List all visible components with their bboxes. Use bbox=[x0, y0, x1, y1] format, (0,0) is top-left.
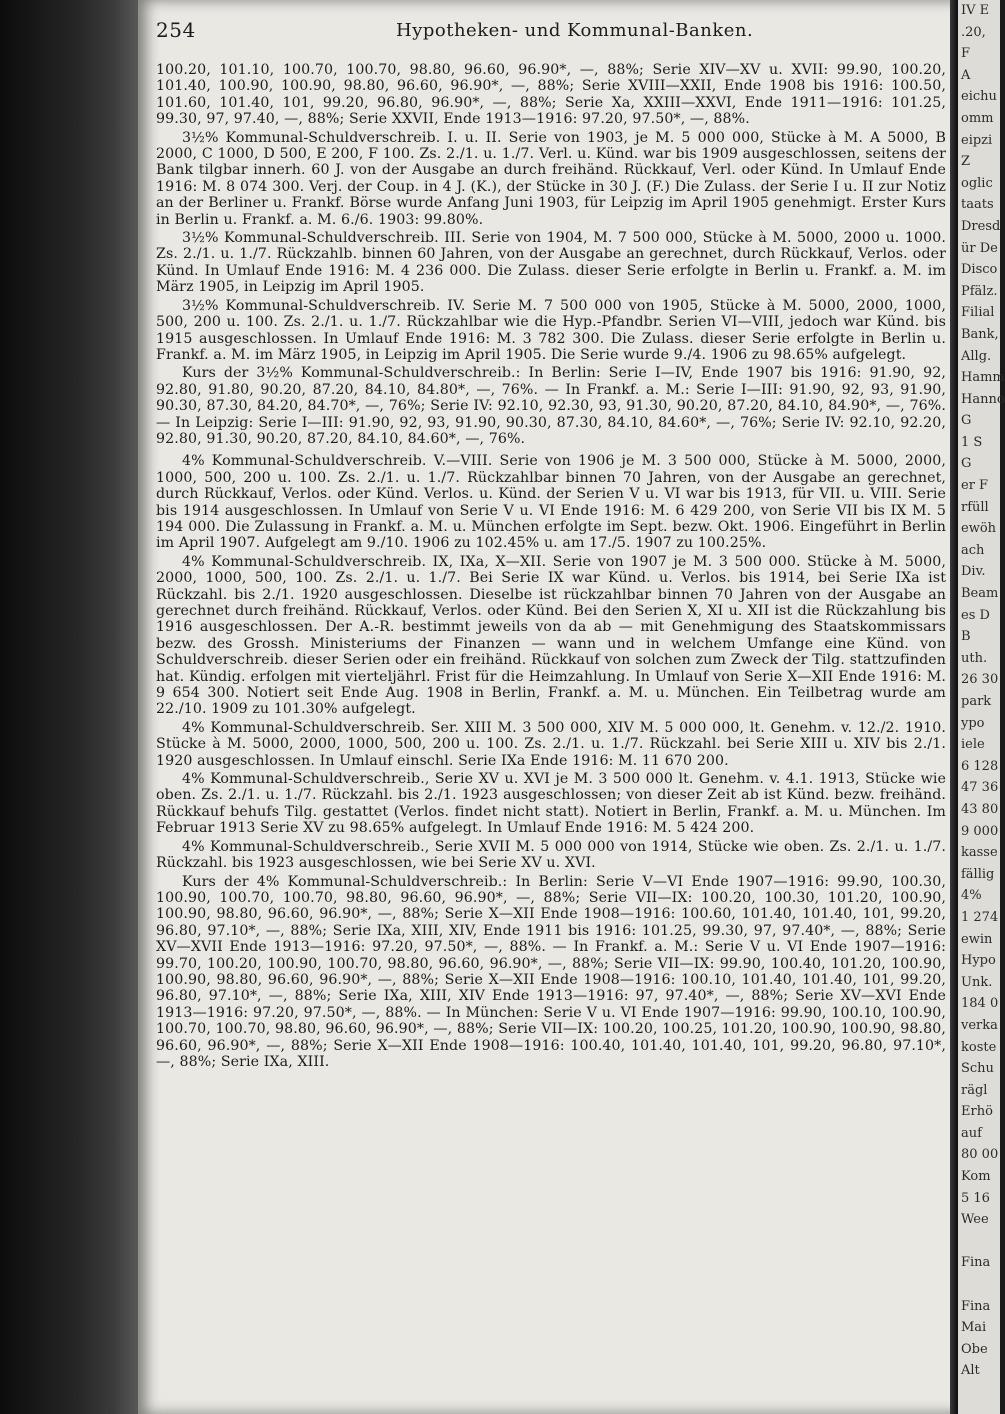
facing-page-fragment: koste bbox=[961, 1039, 997, 1055]
text-paragraph: 100.20, 101.10, 100.70, 100.70, 98.80, 96.60, 96.90*, —, 88%; Serie XIV—XV u. XVII: 99.90, 100.20, 101.40, 100.90, 100.90, 98.80, 96.60, 96.90*, —, 88%; Serie XVIII—XXII, Ende 1908 bis 1916: 100.50, 101.60, 101.40, 101, 99.20, 96.80, 96.90*, —, 88%; Serie Xa, XXIII—XXVI, Ende 1911—1916: 101.25, 99.30, 97, 97.40, —, 88%; Serie XXVII, Ende 1913—1916: 97.20, 97.50*, —, 88%. bbox=[156, 62, 946, 128]
facing-page-fragment: Div. bbox=[961, 564, 986, 580]
facing-page-fragment bbox=[958, 1274, 1000, 1296]
facing-page-fragment: es D bbox=[961, 607, 990, 623]
facing-page-fragment: Fina bbox=[961, 1298, 991, 1314]
facing-page-fragment: Mai bbox=[961, 1320, 987, 1336]
facing-page-fragment: oglic bbox=[961, 175, 993, 191]
page-number: 254 bbox=[156, 18, 196, 42]
facing-page-fragment: rägl bbox=[961, 1082, 988, 1098]
facing-page-fragment: kasse bbox=[961, 845, 998, 861]
facing-page-fragment: Kom bbox=[961, 1169, 991, 1185]
facing-page-fragment: Bank, bbox=[961, 326, 999, 342]
facing-page-fragment: auf bbox=[961, 1125, 982, 1141]
facing-page-fragment: A bbox=[961, 67, 971, 83]
facing-page-fragment: Unk. bbox=[961, 974, 993, 990]
facing-page-fragment: ewöh bbox=[961, 521, 997, 537]
facing-page-fragment: G bbox=[961, 456, 972, 472]
facing-page-edge bbox=[958, 0, 1005, 1414]
text-paragraph: 4% Kommunal-Schuldverschreib. V.—VIII. Serie von 1906 je M. 3 500 000, Stücke à M. 5000, 2000, 1000, 500, 200 u. 100. Zs. 2./1. u. 1./7. Rückzahlbar binnen 70 Jahren, von der Ausgabe an gerechnet, durch Rückkauf, Verlos. oder Künd. Verlos. u. Künd. der Serien V u. VI war bis 1913, für VII. u. VIII. Serie bis 1914 ausgeschlossen. In Umlauf von Serie V u. VI Ende 1916: M. 6 429 200, von Serie VII bis IX M. 5 194 000. Die Zulassung in Frankf. a. M. u. München erfolgte im Sept. bezw. Okt. 1906. Eingeführt in Berlin im April 1907. Aufgelegt am 9./10. 1906 zu 102.45% u. am 17./5. 1907 zu 100.25%. bbox=[156, 453, 946, 552]
text-paragraph: Kurs der 4% Kommunal-Schuldverschreib.: In Berlin: Serie V—VI Ende 1907—1916: 99.90, 100.30, 100.90, 100.70, 100.70, 98.80, 96.60, 96.90*, —, 88%; Serie VII—IX: 100.20, 100.30, 101.20, 100.90, 100.90, 98.80, 96.60, 96.90*, —, 88%; Serie X—XII Ende 1908—1916: 100.60, 101.40, 101.40, 101, 99.20, 96.80, 97.10*, —, 88%; Serie IXa, XIII, XIV, Ende 1911 bis 1916: 101.25, 99.30, 97, 97.40*, —, 88%; Serie XV—XVII Ende 1913—1916: 97.20, 97.50*, —, 88%. — In Frankf. a. M.: Serie V u. VI Ende 1907—1916: 99.70, 100.20, 100.90, 100.70, 98.80, 96.60, 96.90*, —, 88%; Serie VII—IX: 99.90, 100.40, 101.20, 100.90, 100.90, 98.80, 96.60, 96.90*, —, 88%; Serie X—XII Ende 1908—1916: 100.10, 101.40, 101.40, 101, 99.20, 96.80, 97.10*, —, 88%; Serie IXa, XIII, XIV Ende 1913—1916: 97, 97.40*, —, 88%; Serie XV—XVI Ende 1913—1916: 97.20, 97.50*, —, 88%. — In München: Serie V u. VI Ende 1907—1916: 99.90, 100.10, 100.90, 100.70, 100.70, 98.80, 96.60, 96.90*, —, 88%; Serie VII—IX: 100.20, 100.25, 101.20, 100.90, 100.90, 98.80, 96.60, 96.90*, —, 88%; Serie X—XII Ende 1908—1916: 100.40, 101.40, 101.40, 101, 99.20, 96.80, 97.10*, —, 88%; Serie IXa, XIII. bbox=[156, 873, 946, 1070]
facing-page-fragment: Obe bbox=[961, 1341, 988, 1357]
facing-page-fragment: 47 36 bbox=[961, 780, 999, 796]
text-paragraph: 3½% Kommunal-Schuldverschreib. III. Serie von 1904, M. 7 500 000, Stücke à M. 5000, 2000 u. 1000. Zs. 2./1. u. 1./7. Rückzahlb. binnen 60 Jahren, von der Ausgabe an gerechnet, durch Rückkauf, Verlos. oder Künd. In Umlauf Ende 1916: M. 4 236 000. Die Zulass. dieser Serie erfolgte in Berlin u. Frankf. a. M. im März 1905, in Leipzig im April 1905. bbox=[156, 230, 946, 296]
facing-page-fragment: verka bbox=[961, 1017, 998, 1033]
facing-page-fragment: 1 274 bbox=[961, 909, 999, 925]
text-paragraph: Kurs der 3½% Kommunal-Schuldverschreib.: In Berlin: Serie I—IV, Ende 1907 bis 1916: 91.90, 92, 92.80, 91.80, 90.20, 87.20, 84.10, 84.80*, —, 76%. — In Frankf. a. M.: Serie I—III: 91.90, 92, 93, 91.90, 90.30, 87.30, 84.20, 84.70*, —, 76%; Serie IV: 92.10, 92.30, 93, 91.30, 90.20, 87.20, 84.10, 84.90*, —, 76%. — In Leipzig: Serie I—III: 91.90, 92, 93, 91.90, 90.30, 87.30, 84.10, 84.60*, —, 76%; Serie IV: 92.10, 92.20, 92.80, 91.30, 90.20, 87.20, 84.10, 84.60*, —, 76%. bbox=[156, 365, 946, 447]
facing-page-fragment: Allg. bbox=[961, 348, 992, 364]
facing-page-fragment: Schu bbox=[961, 1061, 994, 1077]
facing-page-fragment: G bbox=[961, 413, 972, 429]
facing-page-fragment: Disco bbox=[961, 262, 998, 278]
facing-page-fragment: Pfälz. bbox=[961, 283, 998, 299]
facing-page-fragment: er F bbox=[961, 478, 989, 494]
facing-page-fragment: ach bbox=[961, 542, 985, 558]
facing-page-fragment: park bbox=[961, 694, 992, 709]
running-title: Hypotheken- und Kommunal-Banken. bbox=[396, 20, 754, 41]
text-paragraph: 4% Kommunal-Schuldverschreib. Ser. XIII M. 3 500 000, XIV M. 5 000 000, lt. Genehm. v. 12./2. 1910. Stücke à M. 5000, 2000, 1000, 500, 200 u. 100. Zs. 2./1. u. 1./7. Rückzahl. bei Serie XIII u. XIV bis 2./1. 1920 ausgeschlossen. In Umlauf einschl. Serie IXa Ende 1916: M. 11 670 200. bbox=[156, 719, 946, 769]
facing-page-fragment bbox=[958, 1231, 1000, 1253]
facing-page-fragment: Beam bbox=[961, 586, 999, 602]
facing-page-fragment: Erhö bbox=[961, 1104, 993, 1120]
facing-page-fragment: ypo bbox=[961, 715, 985, 731]
facing-page-fragment: 80 00 bbox=[961, 1147, 999, 1163]
facing-page-fragment: 9 000 bbox=[961, 823, 999, 839]
facing-page-fragment: ewin bbox=[961, 931, 993, 947]
text-paragraph: 4% Kommunal-Schuldverschreib. IX, IXa, X—XII. Serie von 1907 je M. 3 500 000. Stücke à M. 5000, 2000, 1000, 500, 100. Zs. 2./1. u. 1./7. Bei Serie IX war Künd. u. Verlos. bis 1914, bei Serie IXa ist Rückzahl. bis 2./1. 1920 ausgeschlossen. Dieselbe ist rückzahlbar binnen 70 Jahren von der Ausgabe an gerechnet durch freihänd. Rückkauf, Verlos. oder Künd. Bei den Serien X, XI u. XII ist die Rückzahlung bis 1916 ausgeschlossen. Der A.-R. bestimmt jeweils von da ab — mit Genehmigung des Staatskommissars bezw. des Grossh. Ministeriums der Finanzen — wann und in welchem Umfange eine Künd. von Schuldverschreib. dieser Serien oder ein freihänd. Rückkauf von solchen zum Zweck der Tilg. stattzufinden hat. Kündig. erfolgen mit vierteljährl. Frist für die Heimzahlung. In Umlauf von Serie X—XII Ende 1916: M. 9 654 300. Notiert seit Ende Aug. 1908 in Berlin, Frankf. a. M. u. München. Ein Teilbetrag wurde am 22./10. 1909 zu 101.30% aufgelegt. bbox=[156, 553, 946, 718]
facing-page-fragment: B bbox=[961, 629, 971, 645]
text-paragraph: 4% Kommunal-Schuldverschreib., Serie XV u. XVI je M. 3 500 000 lt. Genehm. v. 4.1. 1913, Stücke wie oben. Zs. 2./1. u. 1./7. Rückzahl. bis 2./1. 1923 ausgeschlossen; von dieser Zeit ab ist Künd. bezw. freihänd. Rückkauf behufs Tilg. gestattet (Verlos. findet nicht statt). Notiert in Berlin, Frankf. a. M. u. München. Im Februar 1913 Serie XV zu 98.65% aufgelegt. In Umlauf Ende 1916: M. 5 424 200. bbox=[156, 771, 946, 837]
facing-page-fragment: Hanno bbox=[961, 391, 1005, 407]
facing-page-fragment: F bbox=[961, 46, 971, 62]
facing-page-fragment: rfüll bbox=[961, 499, 989, 515]
facing-page-fragment: eipzi bbox=[961, 132, 993, 148]
facing-page-fragment: 6 128 bbox=[961, 758, 999, 774]
facing-page-fragment: iele bbox=[961, 737, 985, 753]
book-binding bbox=[0, 0, 140, 1414]
facing-page-fragment: ür De bbox=[961, 240, 998, 256]
facing-page-fragment: Z bbox=[961, 154, 971, 170]
facing-page-fragment: Dresd bbox=[961, 218, 1001, 234]
facing-page-fragment: eichu bbox=[961, 89, 997, 105]
page-body bbox=[156, 62, 946, 1072]
facing-page-fragment: IV E bbox=[961, 3, 990, 18]
facing-page-fragment: Alt bbox=[961, 1363, 980, 1379]
facing-page-fragment: 26 30 bbox=[961, 672, 999, 688]
facing-page-fragment: Fina bbox=[961, 1255, 991, 1271]
facing-page-fragment: .20, bbox=[961, 24, 986, 40]
facing-page-fragment: 184 0 bbox=[961, 996, 999, 1012]
text-paragraph: 3½% Kommunal-Schuldverschreib. IV. Serie M. 7 500 000 von 1905, Stücke à M. 5000, 2000, 1000, 500, 200 u. 100. Zs. 2./1. u. 1./7. Rückzahlbar wie die Hyp.-Pfandbr. Serien VI—VIII, jedoch war Künd. bis 1915 ausgeschlossen. In Umlauf Ende 1916: M. 3 782 300. Die Zulass. dieser Serie erfolgte in Berlin u. Frankf. a. M. im März 1905, in Leipzig im April 1905. Die Serie wurde 9./4. 1906 zu 98.65% aufgelegt. bbox=[156, 297, 946, 363]
facing-page-fragment: 1 S bbox=[961, 434, 983, 450]
facing-page-fragment: 5 16 bbox=[961, 1190, 990, 1206]
facing-page-fragment: Filial bbox=[961, 305, 995, 321]
page-header bbox=[156, 12, 946, 46]
book-page bbox=[138, 0, 958, 1414]
facing-page-fragment: 4% bbox=[961, 888, 982, 904]
text-paragraph: 4% Kommunal-Schuldverschreib., Serie XVII M. 5 000 000 von 1914, Stücke wie oben. Zs. 2./1. u. 1./7. Rückzahl. bis 1923 ausgeschlossen, wie bei Serie XV u. XVI. bbox=[156, 838, 946, 872]
facing-page-fragment: fällig bbox=[961, 866, 995, 882]
text-paragraph: 3½% Kommunal-Schuldverschreib. I. u. II. Serie von 1903, je M. 5 000 000, Stücke à M. A 5000, B 2000, C 1000, D 500, E 200, F 100. Zs. 2./1. u. 1./7. Verl. u. Künd. war bis 1909 ausgeschlossen, seitens der Bank tilgbar innerh. 60 J. von der Ausgabe an durch freihänd. Rückkauf, Verl. oder Künd. In Umlauf Ende 1916: M. 8 074 300. Verj. der Coup. in 4 J. (K.), der Stücke in 30 J. (F.) Die Zulass. der Serie I u. II zur Notiz an der Berliner u. Frankf. Börse wurde Anfang Juni 1903, für Leipzig im April 1905 genehmigt. Erster Kurs in Berlin u. Frankf. a. M. 6./6. 1903: 99.80%. bbox=[156, 129, 946, 228]
facing-page-fragment: Hypo bbox=[961, 953, 996, 969]
facing-page-fragment: taats bbox=[961, 197, 994, 213]
facing-page-fragment: Hamm bbox=[961, 370, 1005, 386]
facing-page-fragment: 43 80 bbox=[961, 801, 999, 817]
facing-page-fragment: uth. bbox=[961, 650, 988, 666]
facing-page-fragment: omm bbox=[961, 110, 994, 126]
facing-page-fragment: Wee bbox=[961, 1212, 989, 1228]
